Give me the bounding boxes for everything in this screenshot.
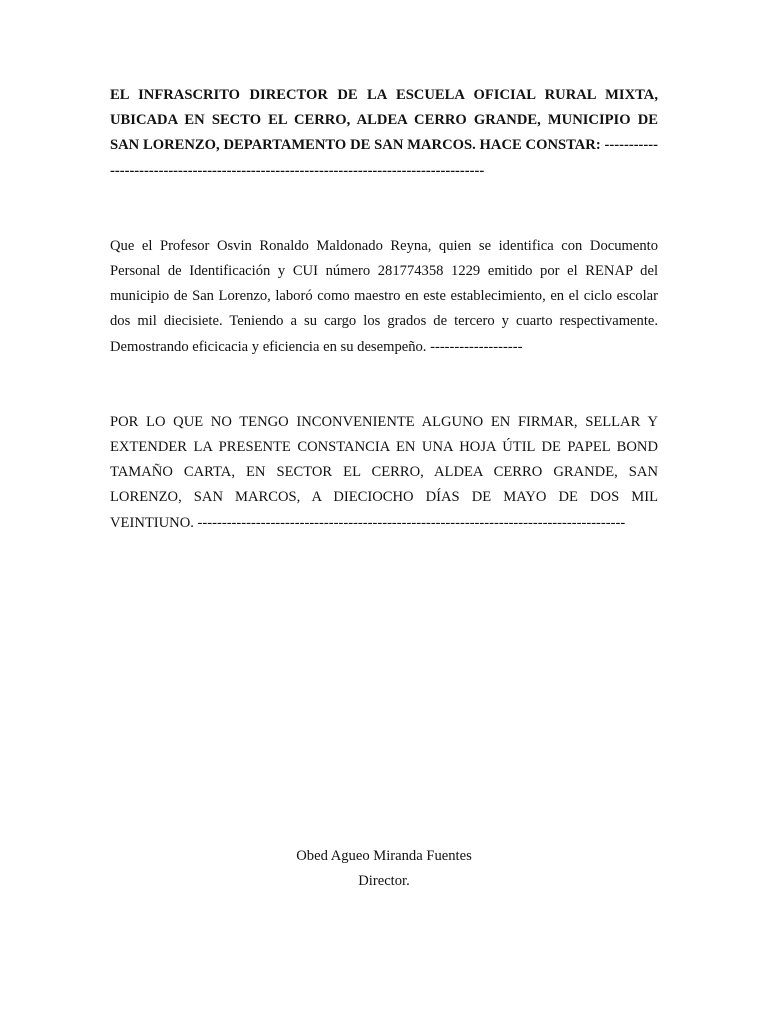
closing-paragraph: POR LO QUE NO TENGO INCONVENIENTE ALGUNO EN FIRMAR, SELLAR Y EXTENDER LA PRESENTE CONSTANCIA EN UNA HOJA ÚTIL DE PAPEL BOND TAMAÑO CARTA, EN SECTOR EL CERRO, ALDEA CERRO GRANDE, SAN LORENZO, SAN MARCOS, A DIECIOCHO DÍAS DE MAYO DE DOS MIL VEINTIUNO. ---------------------------------------------------------------------------------------- [110,413,658,531]
document-heading: EL INFRASCRITO DIRECTOR DE LA ESCUELA OFICIAL RURAL MIXTA, UBICADA EN SECTO EL CERRO, ALDEA CERRO GRANDE, MUNICIPIO DE SAN LORENZO, DEPARTAMENTO DE SAN MARCOS. HACE CONSTAR: ---------------------------------------------------------------------------------------- [110,87,658,179]
signature-title: Director. [358,873,410,890]
document-content [110,83,658,536]
signature-name: Obed Agueo Miranda Fuentes [296,848,472,864]
signature-block [0,844,768,894]
certification-paragraph: Que el Profesor Osvin Ronaldo Maldonado Reyna, quien se identifica con Documento Personal de Identificación y CUI número 281774358 1229 emitido por el RENAP del municipio de San Lorenzo, laboró como maestro en este establecimiento, en el ciclo escolar dos mil diecisiete. Teniendo a su cargo los grados de tercero y cuarto respectivamente. Demostrando eficicacia y eficiencia en su desempeño. ------------------- [110,237,658,355]
